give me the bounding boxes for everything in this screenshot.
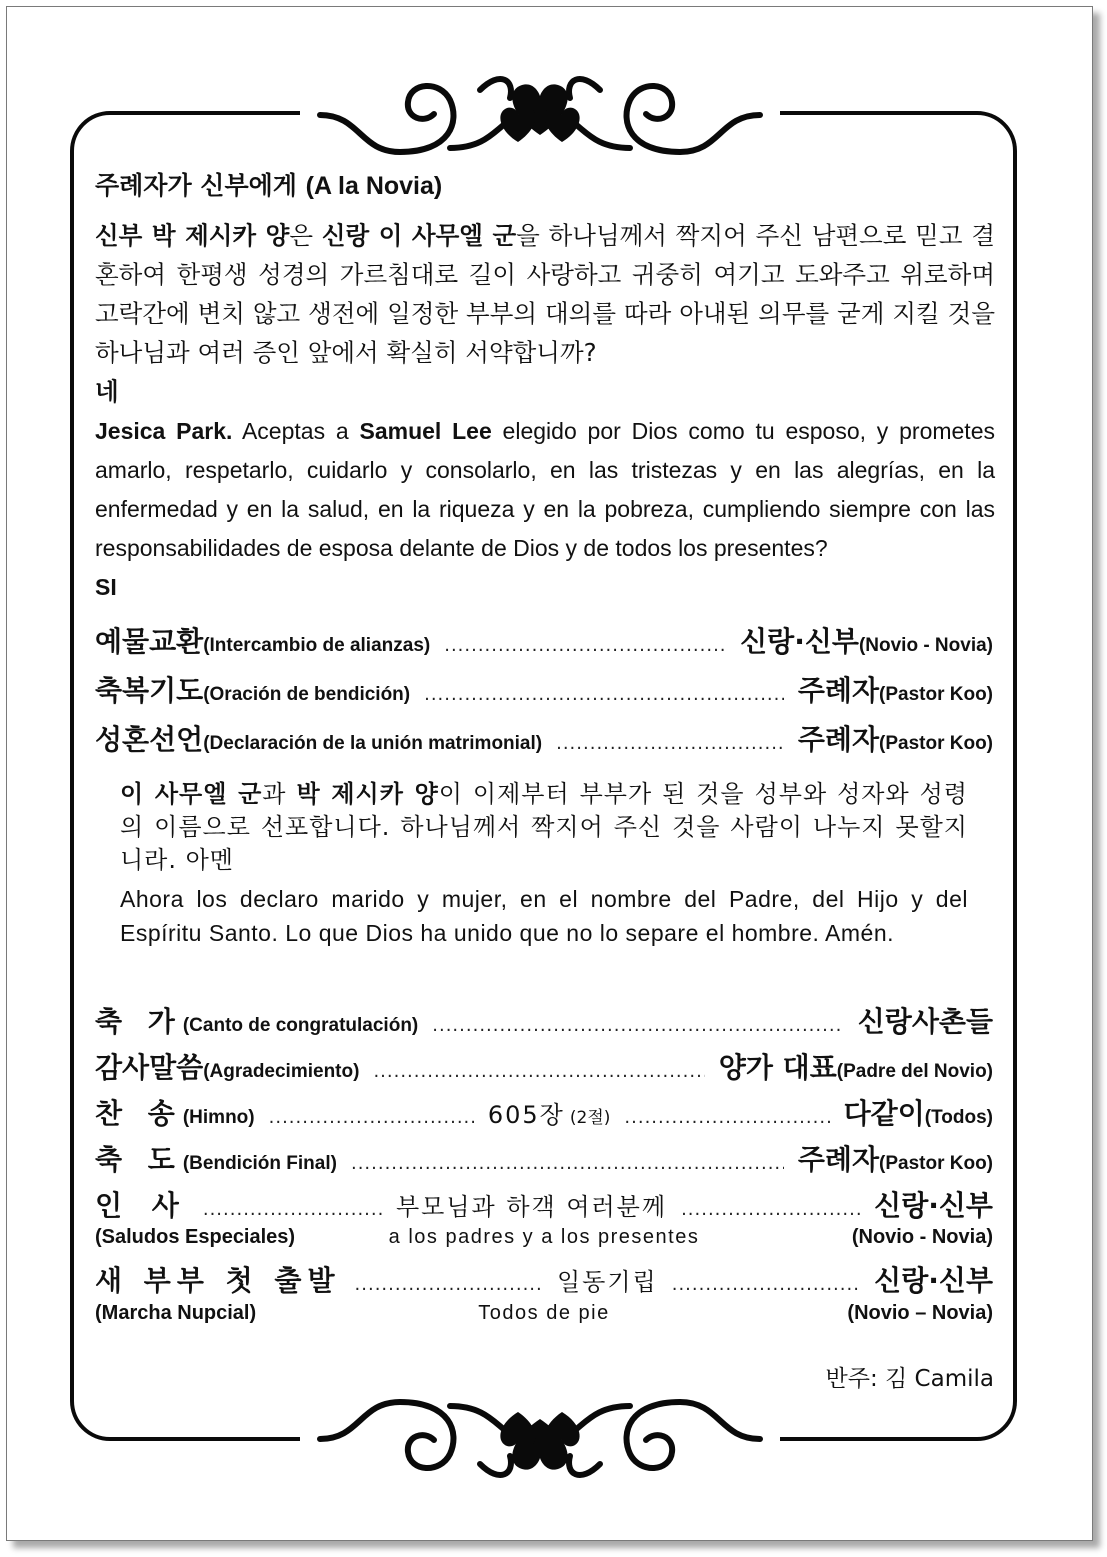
leader-dots (672, 1274, 860, 1295)
program-item-performer-es: (Novio - Novia) (858, 635, 993, 656)
program-item-performer: 주례자 (797, 723, 879, 756)
program-item-title: 성혼선언 (95, 723, 204, 756)
declaration-text-2: 이 이제부터 부부가 된 것을 성부와 성자와 성령의 이름으로 선포합니다. 하나님께서 짝지어 주신 것을 사람이 나누지 못할지니라. 아멘 (120, 780, 968, 874)
declaration-spanish: Ahora los declaro marido y mujer, en el nombre del Padre, del Hijo y del Espíritu Santo. Lo que Dios ha unido que no lo separe el hombre. Amén. (120, 886, 968, 946)
vow-es-text-2: elegido por Dios como tu esposo, y prometes amarlo, respetarlo, cuidarlo y consolarlo, en las tristezas y en las alegrías, en la enfermedad y en la salud, en la riqueza y en la pobreza, cumpliendo siempre con las responsabilidades de esposa delante de Dios y de todos los presentes? (95, 418, 995, 561)
program-item-subtitle: (Agradecimiento) (203, 1061, 360, 1082)
greeting-recipients: 부모님과 하객 여러분께 (395, 1193, 668, 1221)
program-item-thanks (95, 1046, 993, 1086)
recessional-performer-es: (Novio – Novia) (847, 1302, 993, 1324)
greeting-subline (95, 1226, 993, 1249)
program-item-performer-es: (Padre del Novio) (836, 1061, 993, 1082)
program-item-title: 감사말씀 (95, 1051, 204, 1084)
vow-korean (95, 216, 995, 411)
greeting-recipients-es: a los padres y a los presentes (388, 1226, 700, 1248)
leader-dots (681, 1199, 860, 1220)
program-item-title: 축 가 (95, 1005, 183, 1038)
program-item-performer: 다같이 (843, 1097, 925, 1130)
program-item-benediction (95, 1138, 993, 1178)
program-item-title: 새 부부 첫 출발 (95, 1264, 341, 1297)
vow-es-text-1: Aceptas a (232, 418, 360, 444)
vow-heading-ko: 주례자가 신부에게 (95, 171, 297, 200)
leader-dots (432, 1015, 843, 1036)
recessional-instruction-es: Todos de pie (478, 1302, 610, 1324)
leader-dots (355, 1274, 543, 1295)
program-item-performer: 신랑사촌들 (857, 1005, 993, 1038)
vow-ko-bride: 신부 박 제시카 양 (95, 221, 290, 250)
vow-es-bride: Jesica Park. (95, 418, 233, 444)
program-item-performer: 신랑·신부 (874, 1264, 994, 1297)
declaration-korean (120, 778, 968, 877)
program-item-performer: 신랑·신부 (740, 625, 859, 658)
vow-heading-es: (A la Novia) (305, 172, 443, 200)
program-item-subtitle: (Canto de congratulación) (182, 1015, 419, 1036)
program-item-subtitle: (Oración de bendición) (203, 684, 411, 705)
declaration-text-1: 과 (262, 780, 297, 808)
scroll-heart-ornament-top-icon (300, 60, 780, 170)
program-item-greeting (95, 1184, 993, 1224)
leader-dots (203, 1199, 382, 1220)
program-item-blessing-prayer (95, 669, 993, 709)
vow-ko-groom: 신랑 이 사무엘 군 (321, 221, 517, 250)
program-item-performer: 신랑·신부 (874, 1189, 993, 1222)
vow-heading (95, 166, 995, 202)
program-item-title: 인 사 (95, 1189, 189, 1222)
greeting-performer-es: (Novio - Novia) (851, 1226, 993, 1248)
declaration-groom: 이 사무엘 군 (120, 780, 263, 808)
program-item-declaration (95, 718, 993, 758)
vow-ko-text-2: 을 하나님께서 짝지어 주신 남편으로 믿고 결혼하여 한평생 성경의 가르침대로 길이 사랑하고 귀중히 여기고 도와주고 위로하며 고락간에 변치 않고 생전에 일정한 부부의 대의를 따라 아내된 의무를 굳게 지킬 것을 하나님과 여러 증인 앞에서 확실히 서약합니까? (95, 221, 995, 367)
scroll-heart-ornament-bottom-icon (300, 1384, 780, 1494)
accompanist-credit: 반주: 김 Camila (825, 1366, 994, 1392)
program-item-hymn (95, 1092, 993, 1132)
program-item-title: 축복기도 (95, 674, 204, 707)
program-item-subtitle: (Declaración de la unión matrimonial) (203, 733, 543, 754)
recessional-subline (95, 1302, 993, 1325)
recessional-instruction: 일동기립 (556, 1268, 658, 1296)
program-item-subtitle: (Bendición Final) (182, 1153, 337, 1174)
program-item-title: 찬 송 (95, 1097, 183, 1130)
program-item-ring-exchange (95, 620, 993, 660)
leader-dots (351, 1153, 784, 1174)
vow-spanish (95, 412, 995, 607)
program-item-performer-es: (Pastor Koo) (879, 684, 993, 705)
vow-ko-text-1: 은 (289, 221, 322, 250)
program-item-performer-es: (Todos) (924, 1107, 994, 1128)
vow-ko-answer: 네 (95, 377, 119, 406)
leader-dots (373, 1061, 704, 1082)
leader-dots (424, 684, 784, 705)
program-item-recessional (95, 1259, 993, 1299)
program-item-congratulatory-song (95, 1000, 993, 1040)
program-item-performer-es: (Pastor Koo) (879, 1153, 993, 1174)
hymn-number: 605장 (487, 1101, 565, 1129)
leader-dots (624, 1107, 829, 1128)
program-item-subtitle: (Himno) (182, 1107, 255, 1128)
program-item-subtitle: (Intercambio de alianzas) (203, 635, 431, 656)
program-item-title: 예물교환 (95, 625, 204, 658)
recessional-subtitle: (Marcha Nupcial) (95, 1302, 257, 1324)
greeting-subtitle: (Saludos Especiales) (95, 1226, 296, 1248)
program-item-performer-es: (Pastor Koo) (879, 733, 993, 754)
vow-es-groom: Samuel Lee (359, 418, 492, 444)
leader-dots (444, 635, 726, 656)
program-item-performer: 주례자 (797, 1143, 879, 1176)
program-item-performer: 주례자 (797, 674, 879, 707)
program-item-title: 축 도 (95, 1143, 183, 1176)
vow-es-answer: SI (95, 574, 117, 600)
leader-dots (269, 1107, 474, 1128)
program-item-performer: 양가 대표 (718, 1051, 837, 1084)
leader-dots (556, 733, 784, 754)
declaration-bride: 박 제시카 양 (296, 780, 439, 808)
hymn-verse: (2절) (569, 1108, 611, 1128)
